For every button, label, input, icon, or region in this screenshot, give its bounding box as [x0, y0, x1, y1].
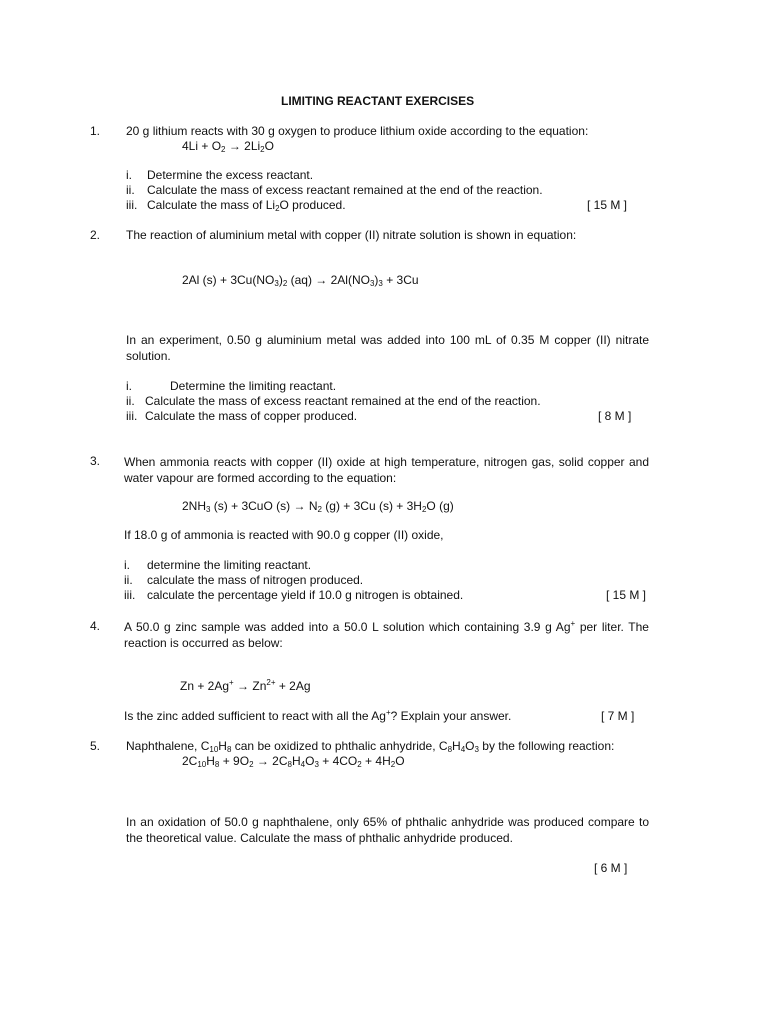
q4-question: Is the zinc added sufficient to react with all the Ag+? Explain your answer. [124, 708, 512, 723]
q3-number: 3. [90, 454, 101, 468]
q4-number: 4. [90, 619, 101, 633]
q5-marks: [ 6 M ] [594, 861, 628, 875]
q5-equation: $2C_{10}H_8 + 9O_2 \to 2C_8H_4O_3 + 4CO_2 + 4H_2O$ [182, 754, 405, 769]
q2-item-num: ii. [126, 394, 135, 408]
q5-paragraph: In an oxidation of 50.0 g naphthalene, only 65% of phthalic anhydride was produced compare to the theoretical value. Calculate the mass of phthalic anhydride produced. [126, 815, 649, 845]
q3-item-text: determine the limiting reactant. [147, 558, 312, 572]
q2-item-text: Determine the limiting reactant. [170, 379, 337, 393]
q1-item-text: Calculate the mass of excess reactant remained at the end of the reaction. [147, 183, 543, 197]
q4-stem: A 50.0 g zinc sample was added into a 50.0 L solution which containing 3.9 g Ag+ per liter. The reaction is occurred as below: [124, 619, 649, 650]
q3-item-text: calculate the percentage yield if 10.0 g nitrogen is obtained. [147, 588, 464, 602]
q2-item-num: iii. [126, 409, 138, 423]
q2-item-num: i. [126, 379, 132, 393]
q2-number: 2. [90, 228, 101, 242]
q1-stem: 20 g lithium reacts with 30 g oxygen to produce lithium oxide according to the equation: [126, 124, 589, 138]
q5-stem: Naphthalene, $C_{10}H_8$ can be oxidized to phthalic anhydride, $C_8H_4O_3$ by the following reaction: [126, 739, 615, 754]
q3-marks: [ 15 M ] [606, 588, 647, 602]
q3-item-num: iii. [124, 588, 136, 602]
q1-marks: [ 15 M ] [587, 198, 628, 212]
q1-equation: $4Li + O_2 \to 2Li_2O$ [182, 139, 274, 154]
q3-item-num: ii. [124, 573, 133, 587]
q3-stem: When ammonia reacts with copper (II) oxide at high temperature, nitrogen gas, solid copper and water vapour are formed according to the equation: [124, 455, 649, 485]
q1-item-num: iii. [126, 198, 138, 212]
q1-item-text: Determine the excess reactant. [147, 168, 314, 182]
q1-item-num: i. [126, 168, 132, 182]
q3-item-num: i. [124, 558, 130, 572]
q4-marks: [ 7 M ] [601, 709, 635, 723]
q2-equation: 2Al $(s) + 3Cu(NO_3)_2$ $(aq) \to 2Al(NO_3)_3 + 3Cu$ [182, 273, 419, 288]
q2-stem: The reaction of aluminium metal with copper (II) nitrate solution is shown in equation: [126, 228, 577, 242]
q4-equation: $Zn + 2Ag^+ \to Zn^{2+} + 2Ag$ [180, 678, 311, 693]
q2-marks: [ 8 M ] [598, 409, 632, 423]
q1-item-text: Calculate the mass of $Li_2O$ produced. [147, 198, 346, 213]
q3-condition: If 18.0 g of ammonia is reacted with 90.0 g copper (II) oxide, [124, 528, 444, 542]
q2-paragraph: In an experiment, 0.50 g aluminium metal was added into 100 mL of 0.35 M copper (II) nitrate solution. [126, 333, 649, 363]
page-title: LIMITING REACTANT EXERCISES [281, 94, 475, 108]
q5-number: 5. [90, 739, 101, 753]
q1-item-num: ii. [126, 183, 135, 197]
q3-equation: $2NH_3$ (s) + 3CuO $(s) \to N_2$ (g) + 3Cu $(s) + 3H_2O$ (g) [182, 499, 454, 514]
q2-item-text: Calculate the mass of copper produced. [145, 409, 358, 423]
q2-item-text: Calculate the mass of excess reactant remained at the end of the reaction. [145, 394, 541, 408]
q1-number: 1. [90, 124, 101, 138]
q3-item-text: calculate the mass of nitrogen produced. [147, 573, 364, 587]
